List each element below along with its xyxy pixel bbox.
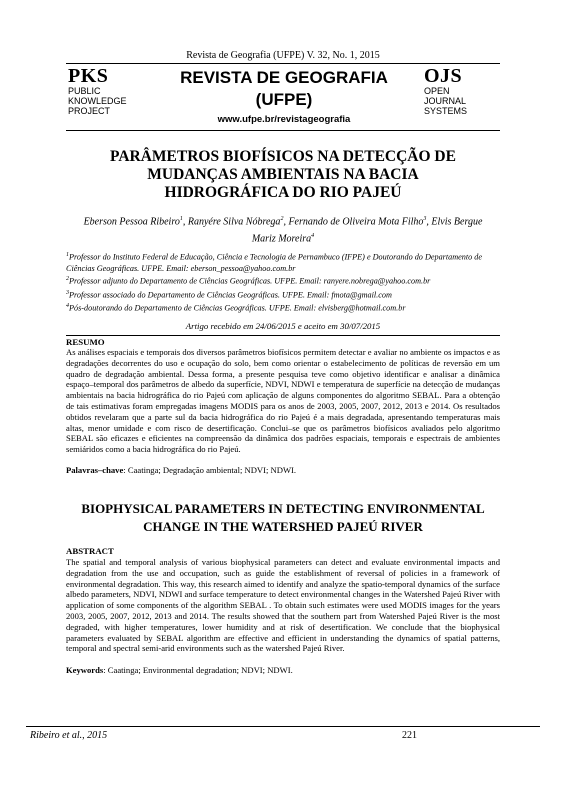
keywords-en-text: : Caatinga; Environmental degradation; NDVI; NDWI. (103, 665, 293, 675)
header-rule-top (66, 63, 500, 64)
keywords-en-label: Keywords (66, 665, 104, 675)
resumo-text: As análises espaciais e temporais dos diversos parâmetros biofísicos permitem detectar e avaliar no ambiente os impactos e as degradações decorrentes do uso e ocupação do solo, bem como orientar o estabelecimento de políticas de reversão em um quadro de degradação ambiental. Dessa forma, a presente pesquisa teve como objetivo identificar e analisar a dinâmica espaço–temporal dos parâmetros de albedo da superfície, NDVI, NDWI e temperatura de superfície na detecção de mudanças ambientais na bacia hidrográfica do rio Pajeú com aplicação de alguns componentes do algoritmo SEBAL. Para a obtenção de tais estimativas foram empregadas imagens MODIS para os anos de 2003, 2005, 2007, 2012, 2013 e 2014. Os resultados obtidos revelaram que a parte sul da bacia hidrográfica do rio Pajeú é a mais degradada, apresentando temperaturas mais altas, menor umidade e com risco de desertificação. Conclui–se que os parâmetros biofísicos avaliados pelo algoritmo SEBAL são eficazes e eficientes na compreensão da dinâmica dos padrões espaciais, temporais e espectrais de ambientes semiáridos como a bacia hidrográfica do rio Pajeú. (66, 347, 500, 455)
author-name: Fernando de Oliveira Mota Filho (288, 216, 424, 228)
affiliations (66, 250, 500, 315)
keywords-pt-label: Palavras–chave (66, 465, 124, 475)
footer-citation: Ribeiro et al., 2015 (30, 730, 108, 741)
keywords-pt (66, 465, 296, 475)
author-name: Eberson Pessoa Ribeiro (83, 216, 180, 228)
article-title-pt: PARÂMETROS BIOFÍSICOS NA DETECÇÃO DE MUDANÇAS AMBIENTAIS NA BACIA HIDROGRÁFICA DO RIO PAJEÚ (110, 148, 456, 201)
author-list: Eberson Pessoa Ribeiro$^1$, Ranyére Silva Nóbrega$^2$, Fernando de Oliveira Mota Filho$^3$, Elvis Bergue Mariz Moreira$^4$ (83, 216, 483, 245)
keywords-en (66, 665, 293, 675)
keywords-pt-text: : Caatinga; Degradação ambiental; NDVI; NDWI. (123, 465, 297, 475)
pks-logo-text: PKS (68, 65, 109, 87)
abstract-heading: ABSTRACT (66, 546, 114, 556)
journal-masthead-title-line2: (UFPE) (255, 90, 313, 109)
author-name: Elvis Bergue Mariz Moreira (251, 216, 483, 245)
affiliation-sup: 1 (66, 252, 69, 258)
author-name: Ranyére Silva Nóbrega (187, 216, 281, 228)
affiliation-sup: 3 (66, 289, 69, 296)
affiliation-text: Professor associado do Departamento de Ciências Geográficas. UFPE. Email: fmota@gmail.com (69, 290, 392, 300)
resumo-divider (66, 335, 500, 336)
affiliation-text: Professor do Instituto Federal de Educação, Ciência e Tecnologia de Pernambuco (IFPE) e Doutorando do Departamento de Ciências Geográficas. UFPE. Email: eberson_pessoa@yahoo.com.br (66, 252, 483, 273)
pks-subtitle-3: PROJECT (68, 106, 111, 116)
affiliation-item (66, 288, 500, 302)
affiliation-text: Pós-doutorando do Departamento de Ciências Geográficas. UFPE. Email: elvisberg@hotmail.com.br (69, 304, 406, 314)
footer-rule (26, 726, 540, 727)
affiliation-sup: 2 (66, 276, 69, 283)
journal-masthead-title (150, 67, 418, 111)
affiliation-item (66, 250, 500, 274)
page-number: 221 (402, 730, 417, 741)
ojs-logo (424, 66, 467, 116)
affiliation-text: Professor adjunto do Departamento de Ciências Geográficas. UFPE. Email: ranyere.nobrega@yahoo.com.br (69, 277, 431, 287)
header-rule-bottom (66, 130, 500, 131)
journal-citation-line: Revista de Geografia (UFPE) V. 32, No. 1, 2015 (186, 50, 380, 61)
ojs-subtitle-3: SYSTEMS (424, 106, 468, 116)
pks-logo (68, 66, 127, 116)
author-sup: 1 (179, 216, 183, 222)
ojs-subtitle-1: OPEN (424, 86, 450, 96)
affiliation-item (66, 274, 500, 288)
ojs-subtitle-2: JOURNAL (424, 96, 467, 106)
journal-url: www.ufpe.br/revistageografia (217, 114, 351, 125)
affiliation-item (66, 301, 500, 315)
article-title-en: BIOPHYSICAL PARAMETERS IN DETECTING ENVIRONMENTAL CHANGE IN THE WATERSHED PAJEÚ RIVER (81, 501, 485, 534)
resumo-heading: RESUMO (66, 337, 105, 347)
ojs-logo-text: OJS (424, 65, 463, 87)
affiliation-sup: 4 (66, 303, 69, 310)
author-sup: 4 (311, 233, 315, 240)
received-accepted-dates: Artigo recebido em 24/06/2015 e aceito em 30/07/2015 (185, 321, 381, 331)
journal-masthead-title-line1: REVISTA DE GEOGRAFIA (180, 68, 388, 87)
abstract-text: The spatial and temporal analysis of various biophysical parameters can detect and evaluate environmental impacts and degradation from the use and occupation, such as guide the establishment of reversal of policies in a framework of environmental degradation. This way, this research aimed to identify and analyze the spatio-temporal dynamics of the surface albedo parameters, NDVI, NDWI and surface temperature to detect environmental changes in the Watershed Pajeú River with application of some components of the algorithm SEBAL . To obtain such estimates were used MODIS images for the years 2003, 2005, 2007, 2012, 2013 and 2014. The results showed that the southern part from Watershed Pajeú River is the most degraded, with higher temperatures, lower humidity and at risk of desertification. We conclude that the biophysical parameters evaluated by SEBAL algorithm are effective and efficient in understanding the dynamics of spatial patterns, temporal and spectral semi-arid environments such as the watershed Pajeú River. (66, 557, 500, 654)
pks-subtitle-1: PUBLIC (68, 86, 101, 96)
author-sup: 2 (280, 216, 284, 222)
author-sup: 3 (423, 216, 427, 222)
pks-subtitle-2: KNOWLEDGE (68, 96, 127, 106)
